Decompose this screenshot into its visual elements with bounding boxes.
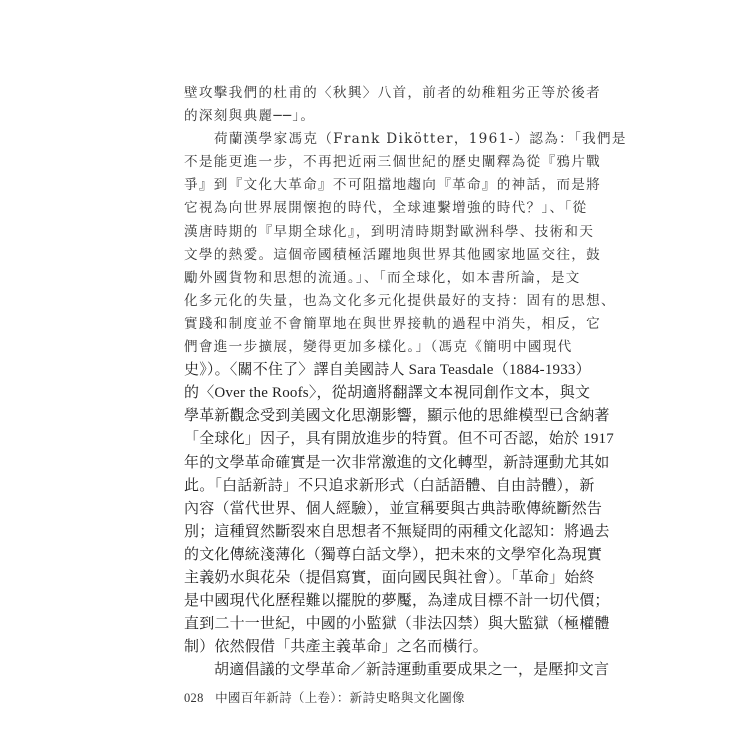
text-line: 不是能更進一步，不再把近兩三個世紀的歷史闡釋為從『鴉片戰 bbox=[184, 154, 602, 171]
text-line: 壁攻擊我們的杜甫的〈秋興〉八首，前者的幼稚粗劣正等於後者 bbox=[184, 85, 602, 101]
text-line: 直到二十一世紀，中國的小監獄（非法囚禁）與大監獄（極權體 bbox=[184, 616, 610, 633]
text-line: 胡適倡議的文學革命／新詩運動重要成果之一，是壓抑文言 bbox=[214, 662, 610, 679]
text-line: 史》）。〈關不住了〉譯自美國詩人 Sara Teasdale（1884-1933） bbox=[184, 362, 591, 379]
text-line: 主義奶水與花朵（提倡寫實，面向國民與社會）。「革命」始終 bbox=[184, 569, 595, 586]
text-line: 的文化傳統淺薄化（獨尊白話文學），把未來的文學窄化為現實 bbox=[184, 546, 603, 563]
running-title: 中國百年新詩（上卷）：新詩史略與文化圖像 bbox=[215, 691, 465, 705]
text-line: 是中國現代化歷程難以擺脫的夢魘，為達成目標不計一切代價； bbox=[184, 593, 610, 610]
text-line: 內容（當代世界、個人經驗），並宣稱要與古典詩歌傳統斷然告 bbox=[184, 500, 603, 517]
page-body-text bbox=[184, 82, 627, 682]
text-line: 的深刻與典麗──」。 bbox=[184, 108, 316, 125]
text-line: 爭』到『文化大革命』不可阻擋地趨向『革命』的神話，而是將 bbox=[184, 177, 602, 194]
text-line: 化多元化的失量，也為文化多元化提供最好的支持：固有的思想、 bbox=[184, 292, 616, 309]
text-line: 學革新觀念受到美國文化思潮影響，顯示他的思維模型已含納著 bbox=[184, 408, 610, 425]
page-footer bbox=[184, 688, 465, 706]
text-line: 荷蘭漢學家馮克（Frank Dikötter，1961-）認為：「我們是 bbox=[214, 131, 627, 148]
text-line: 文學的熱愛。這個帝國積極活躍地與世界其他國家地區交往，鼓 bbox=[184, 246, 602, 263]
text-line: 的〈Over the Roofs〉，從胡適將翻譯文本視同創作文本，與文 bbox=[184, 385, 591, 402]
text-line: 「全球化」因子，具有開放進步的特質。但不可否認，始於 1917 bbox=[184, 431, 614, 448]
text-line: 它視為向世界展開懷抱的時代，全球連繫增強的時代？」、「從 bbox=[184, 200, 588, 217]
text-line: 年的文學革命確實是一次非常激進的文化轉型，新詩運動尤其如 bbox=[184, 454, 610, 471]
text-line: 漢唐時期的『早期全球化』，到明清時期對歐洲科學、技術和天 bbox=[184, 223, 595, 240]
text-line: 制）依然假借「共產主義革命」之名而橫行。 bbox=[184, 639, 489, 656]
text-line: 實踐和制度並不會簡單地在與世界接軌的過程中消失，相反，它 bbox=[184, 315, 602, 332]
text-line: 勵外國貨物和思想的流通。」、「而全球化，如本書所論，是文 bbox=[184, 269, 581, 286]
text-line: 們會進一步擴展，變得更加多樣化。」（馮克《簡明中國現代 bbox=[184, 339, 573, 356]
text-line: 此。「白話新詩」不只追求新形式（白話語體、自由詩體），新 bbox=[184, 477, 595, 494]
text-line: 別；這種貿然斷裂來自思想者不無疑問的兩種文化認知：將過去 bbox=[184, 523, 610, 540]
page-number: 028 bbox=[184, 691, 204, 705]
